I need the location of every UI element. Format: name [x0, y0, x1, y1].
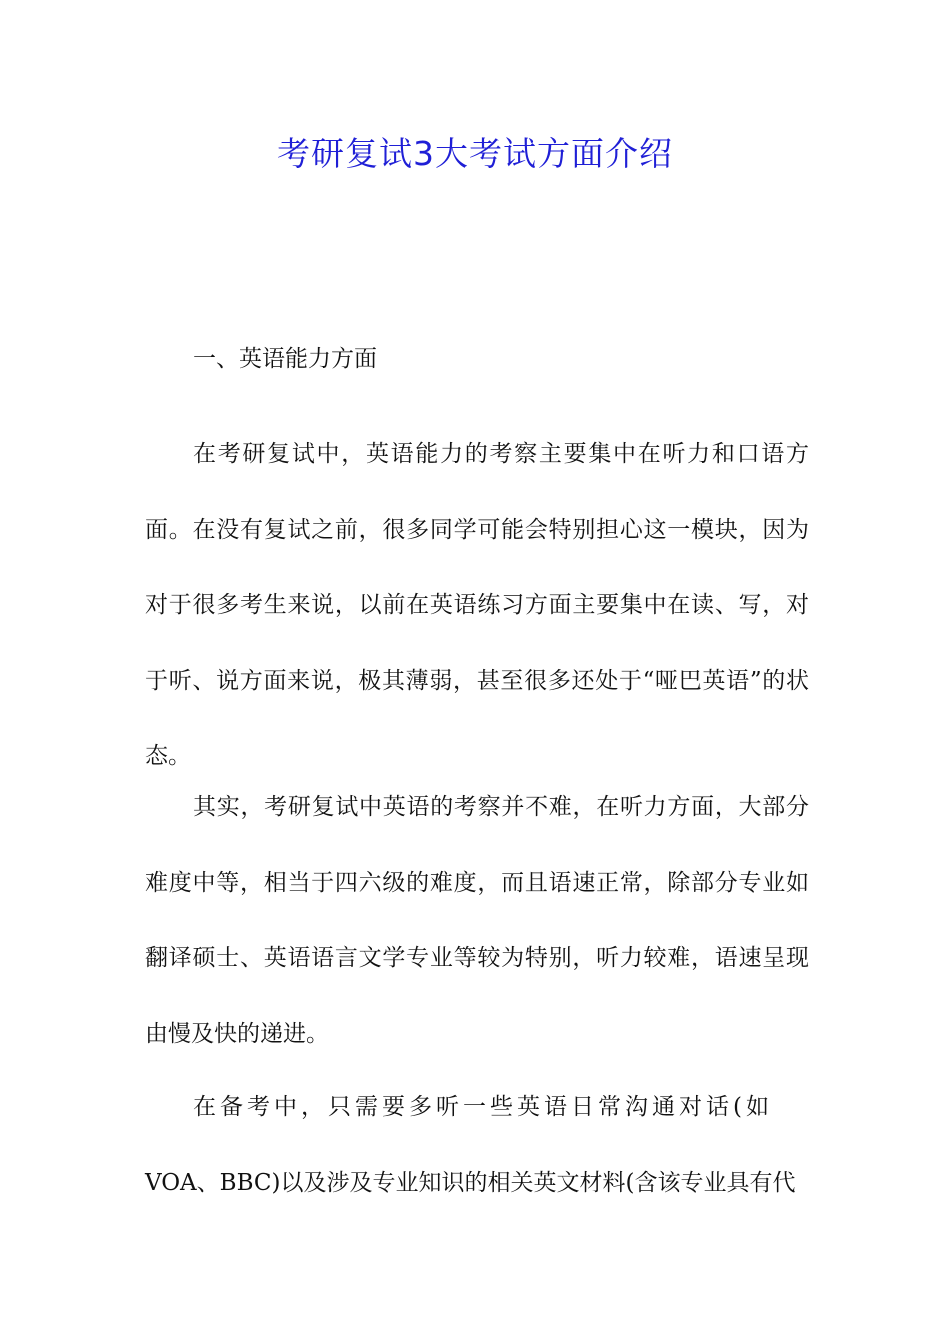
paragraph-2: 其实，考研复试中英语的考察并不难，在听力方面，大部分难度中等，相当于四六级的难度，而且语速正常，除部分专业如翻译硕士、英语语言文学专业等较为特别，听力较难，语速呈现由慢及快的递进。: [145, 794, 809, 1047]
paragraph-3-line-1: 在备考中，只需要多听一些英语日常沟通对话(如: [193, 1094, 773, 1120]
paragraph-3: [145, 1070, 809, 1221]
paragraph-3-line-2: VOA、BBC)以及涉及专业知识的相关英文材料(含该专业具有代: [145, 1169, 796, 1196]
section-heading: 一、英语能力方面: [193, 346, 377, 372]
document-title: 考研复试3大考试方面介绍: [277, 134, 673, 173]
paragraph-1: 在考研复试中，英语能力的考察主要集中在听力和口语方面。在没有复试之前，很多同学可能会特别担心这一模块，因为对于很多考生来说，以前在英语练习方面主要集中在读、写，对于听、说方面来说，极其薄弱，甚至很多还处于“哑巴英语”的状态。: [145, 441, 809, 769]
